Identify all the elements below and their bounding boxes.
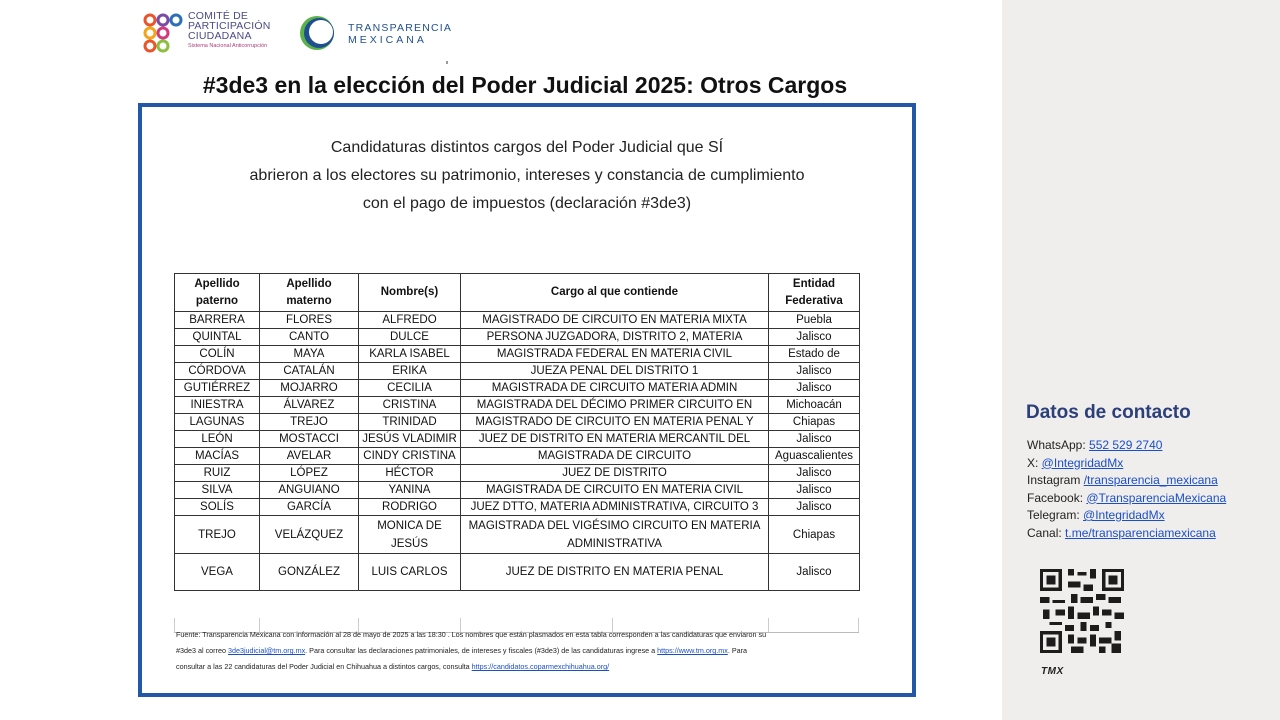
cell-paterno: MACÍAS	[175, 448, 260, 465]
footnote-line2: #3de3 al correo 3de3judicial@tm.org.mx. Para consultar las declaraciones patrimoniales, de intereses y fiscales (#3de3) de las candidaturas ingrese a https://www.tm.org.mx. Para	[176, 646, 748, 655]
cell-nombre: RODRIGO	[359, 499, 461, 516]
cell-materno: MAYA	[260, 346, 359, 363]
cell-materno: GARCÍA	[260, 499, 359, 516]
cpc-line2: PARTICIPACIÓN	[188, 20, 271, 32]
cell-materno: VELÁZQUEZ	[260, 516, 359, 554]
table-row	[175, 554, 860, 591]
contact-canal: Canal: t.me/transparenciamexicana	[1027, 525, 1216, 540]
contact-x: X: @IntegridadMx	[1027, 455, 1124, 470]
cell-cargo: JUEZA PENAL DEL DISTRITO 1	[461, 363, 769, 380]
cpc-line1: COMITÉ DE	[188, 10, 249, 22]
cell-cargo: JUEZ DE DISTRITO EN MATERIA PENAL	[461, 554, 769, 591]
cell-entidad: Jalisco	[769, 465, 860, 482]
tm-website-link[interactable]: https://www.tm.org.mx	[657, 646, 728, 655]
cell-cargo: PERSONA JUZGADORA, DISTRITO 2, MATERIA	[461, 329, 769, 346]
content-frame	[138, 103, 916, 697]
cell-cargo: JUEZ DTTO, MATERIA ADMINISTRATIVA, CIRCUITO 3	[461, 499, 769, 516]
contact-whatsapp: WhatsApp: 552 529 2740	[1027, 438, 1163, 452]
table-row	[175, 414, 860, 431]
page-title: #3de3 en la elección del Poder Judicial 2025: Otros Cargos	[202, 72, 848, 98]
table-row	[175, 380, 860, 397]
cell-materno: GONZÁLEZ	[260, 554, 359, 591]
cell-cargo: MAGISTRADA DEL DÉCIMO PRIMER CIRCUITO EN	[461, 397, 769, 414]
header-entidad: Entidad Federativa	[769, 274, 860, 312]
cell-entidad: Michoacán	[769, 397, 860, 414]
cell-paterno: BARRERA	[175, 312, 260, 329]
cell-entidad: Chiapas	[769, 516, 860, 554]
table-row	[175, 499, 860, 516]
header-nombre: Nombre(s)	[359, 274, 461, 312]
cell-nombre: ALFREDO	[359, 312, 461, 329]
tm-line2: MEXICANA	[348, 34, 427, 46]
tm-logo	[296, 13, 453, 53]
table-row	[175, 363, 860, 380]
tm-line1: TRANSPARENCIA	[348, 22, 453, 34]
cell-materno: TREJO	[260, 414, 359, 431]
cell-paterno: TREJO	[175, 516, 260, 554]
table-subtitle	[142, 134, 912, 218]
x-link[interactable]: @IntegridadMx	[1041, 455, 1124, 470]
header-paterno: Apellido paterno	[175, 274, 260, 312]
cell-cargo: MAGISTRADA DEL VIGÉSIMO CIRCUITO EN MATERIA ADMINISTRATIVA	[461, 516, 769, 554]
table-row	[175, 482, 860, 499]
table-row	[175, 431, 860, 448]
cell-entidad: Jalisco	[769, 380, 860, 397]
cell-cargo: MAGISTRADA DE CIRCUITO	[461, 448, 769, 465]
cell-nombre: ERIKA	[359, 363, 461, 380]
canal-link[interactable]: t.me/transparenciamexicana	[1065, 525, 1216, 540]
telegram-link[interactable]: @IntegridadMx	[1083, 508, 1165, 522]
cell-cargo: MAGISTRADA DE CIRCUITO MATERIA ADMIN	[461, 380, 769, 397]
email-link[interactable]: 3de3judicial@tm.org.mx	[227, 646, 306, 655]
cell-cargo: JUEZ DE DISTRITO	[461, 465, 769, 482]
cpc-subtitle: Sistema Nacional Anticorrupción	[188, 43, 268, 49]
cell-paterno: COLÍN	[175, 346, 260, 363]
cell-nombre: YANINA	[359, 482, 461, 499]
table-row	[175, 329, 860, 346]
contact-facebook: Facebook: @TransparenciaMexicana	[1027, 490, 1227, 505]
footnote-line1: Fuente: Transparencia Mexicana con información al 28 de mayo de 2025 a las 18:30 . Los nombres que están plasmados en esta tabla corresponden a las candidaturas que enviaron su	[176, 630, 767, 639]
candidates-table	[174, 273, 860, 591]
source-footnote	[176, 627, 866, 675]
table-row	[175, 346, 860, 363]
subtitle-line1: Candidaturas distintos cargos del Poder Judicial que SÍ	[330, 139, 724, 156]
cell-entidad: Jalisco	[769, 431, 860, 448]
separator-dot	[446, 61, 448, 64]
contact-telegram: Telegram: @IntegridadMx	[1027, 508, 1165, 522]
cell-nombre: HÉCTOR	[359, 465, 461, 482]
cell-paterno: INIESTRA	[175, 397, 260, 414]
cell-cargo: JUEZ DE DISTRITO EN MATERIA MERCANTIL DEL	[461, 431, 769, 448]
cell-nombre: KARLA ISABEL	[359, 346, 461, 363]
cell-paterno: LEÓN	[175, 431, 260, 448]
cell-materno: CATALÁN	[260, 363, 359, 380]
qr-code-icon[interactable]	[1037, 566, 1127, 656]
cell-nombre: CECILIA	[359, 380, 461, 397]
coparmex-link[interactable]: https://candidatos.coparmexchihuahua.org/	[471, 662, 610, 671]
cell-materno: FLORES	[260, 312, 359, 329]
cell-paterno: SOLÍS	[175, 499, 260, 516]
cell-cargo: MAGISTRADO DE CIRCUITO EN MATERIA PENAL Y	[461, 414, 769, 431]
cell-entidad: Chiapas	[769, 414, 860, 431]
cell-nombre: LUIS CARLOS	[359, 554, 461, 591]
contact-instagram: Instagram /transparencia_mexicana	[1027, 473, 1218, 487]
cell-cargo: MAGISTRADA FEDERAL EN MATERIA CIVIL	[461, 346, 769, 363]
cell-nombre: TRINIDAD	[359, 414, 461, 431]
table-row	[175, 516, 860, 554]
cell-entidad: Jalisco	[769, 482, 860, 499]
header-materno: Apellido materno	[260, 274, 359, 312]
table-row	[175, 465, 860, 482]
tmx-brand: TMX	[1041, 666, 1064, 677]
table-body	[175, 312, 860, 591]
cell-materno: MOSTACCI	[260, 431, 359, 448]
cell-paterno: SILVA	[175, 482, 260, 499]
cell-cargo: MAGISTRADO DE CIRCUITO EN MATERIA MIXTA	[461, 312, 769, 329]
cell-entidad: Aguascalientes	[769, 448, 860, 465]
instagram-link[interactable]: /transparencia_mexicana	[1083, 473, 1218, 487]
cell-materno: ANGUIANO	[260, 482, 359, 499]
cell-paterno: CÓRDOVA	[175, 363, 260, 380]
cell-paterno: GUTIÉRREZ	[175, 380, 260, 397]
cell-cargo: MAGISTRADA DE CIRCUITO EN MATERIA CIVIL	[461, 482, 769, 499]
cell-paterno: RUIZ	[175, 465, 260, 482]
cell-paterno: QUINTAL	[175, 329, 260, 346]
cpc-line3: CIUDADANA	[188, 30, 252, 42]
cpc-logo	[143, 10, 283, 56]
cell-paterno: LAGUNAS	[175, 414, 260, 431]
facebook-link[interactable]: @TransparenciaMexicana	[1086, 490, 1227, 505]
cell-nombre: MONICA DE JESÚS	[359, 516, 461, 554]
cell-nombre: DULCE	[359, 329, 461, 346]
cell-nombre: CRISTINA	[359, 397, 461, 414]
table-row	[175, 397, 860, 414]
cell-entidad: Jalisco	[769, 363, 860, 380]
subtitle-line2: abrieron a los electores su patrimonio, intereses y constancia de cumplimiento	[249, 167, 805, 184]
footnote-line3: consultar a las 22 candidaturas del Poder Judicial en Chihuahua a distintos cargos, consulta https://candidatos.coparmexchihuahua.org/	[176, 662, 610, 671]
cell-nombre: CINDY CRISTINA	[359, 448, 461, 465]
cell-entidad: Puebla	[769, 312, 860, 329]
cell-paterno: VEGA	[175, 554, 260, 591]
cell-materno: ÁLVAREZ	[260, 397, 359, 414]
table-row	[175, 312, 860, 329]
cell-entidad: Jalisco	[769, 499, 860, 516]
subtitle-line3: con el pago de impuestos (declaración #3de3)	[362, 195, 692, 212]
tm-logo-text	[348, 22, 452, 46]
table-row	[175, 448, 860, 465]
tm-logo-icon	[296, 13, 338, 53]
cell-materno: AVELAR	[260, 448, 359, 465]
table-header-row	[175, 274, 860, 312]
header-cargo: Cargo al que contiende	[461, 274, 769, 312]
cell-entidad: Jalisco	[769, 554, 860, 591]
cpc-rings-icon	[143, 12, 187, 54]
cell-materno: MOJARRO	[260, 380, 359, 397]
contact-list	[1027, 437, 1226, 542]
contact-title: Datos de contacto	[1026, 402, 1191, 423]
cell-materno: CANTO	[260, 329, 359, 346]
cpc-logo-text	[188, 11, 271, 41]
cell-entidad: Jalisco	[769, 329, 860, 346]
whatsapp-link[interactable]: 552 529 2740	[1089, 438, 1163, 452]
cell-entidad: Estado de	[769, 346, 860, 363]
cell-nombre: JESÚS VLADIMIR	[359, 431, 461, 448]
cell-materno: LÓPEZ	[260, 465, 359, 482]
